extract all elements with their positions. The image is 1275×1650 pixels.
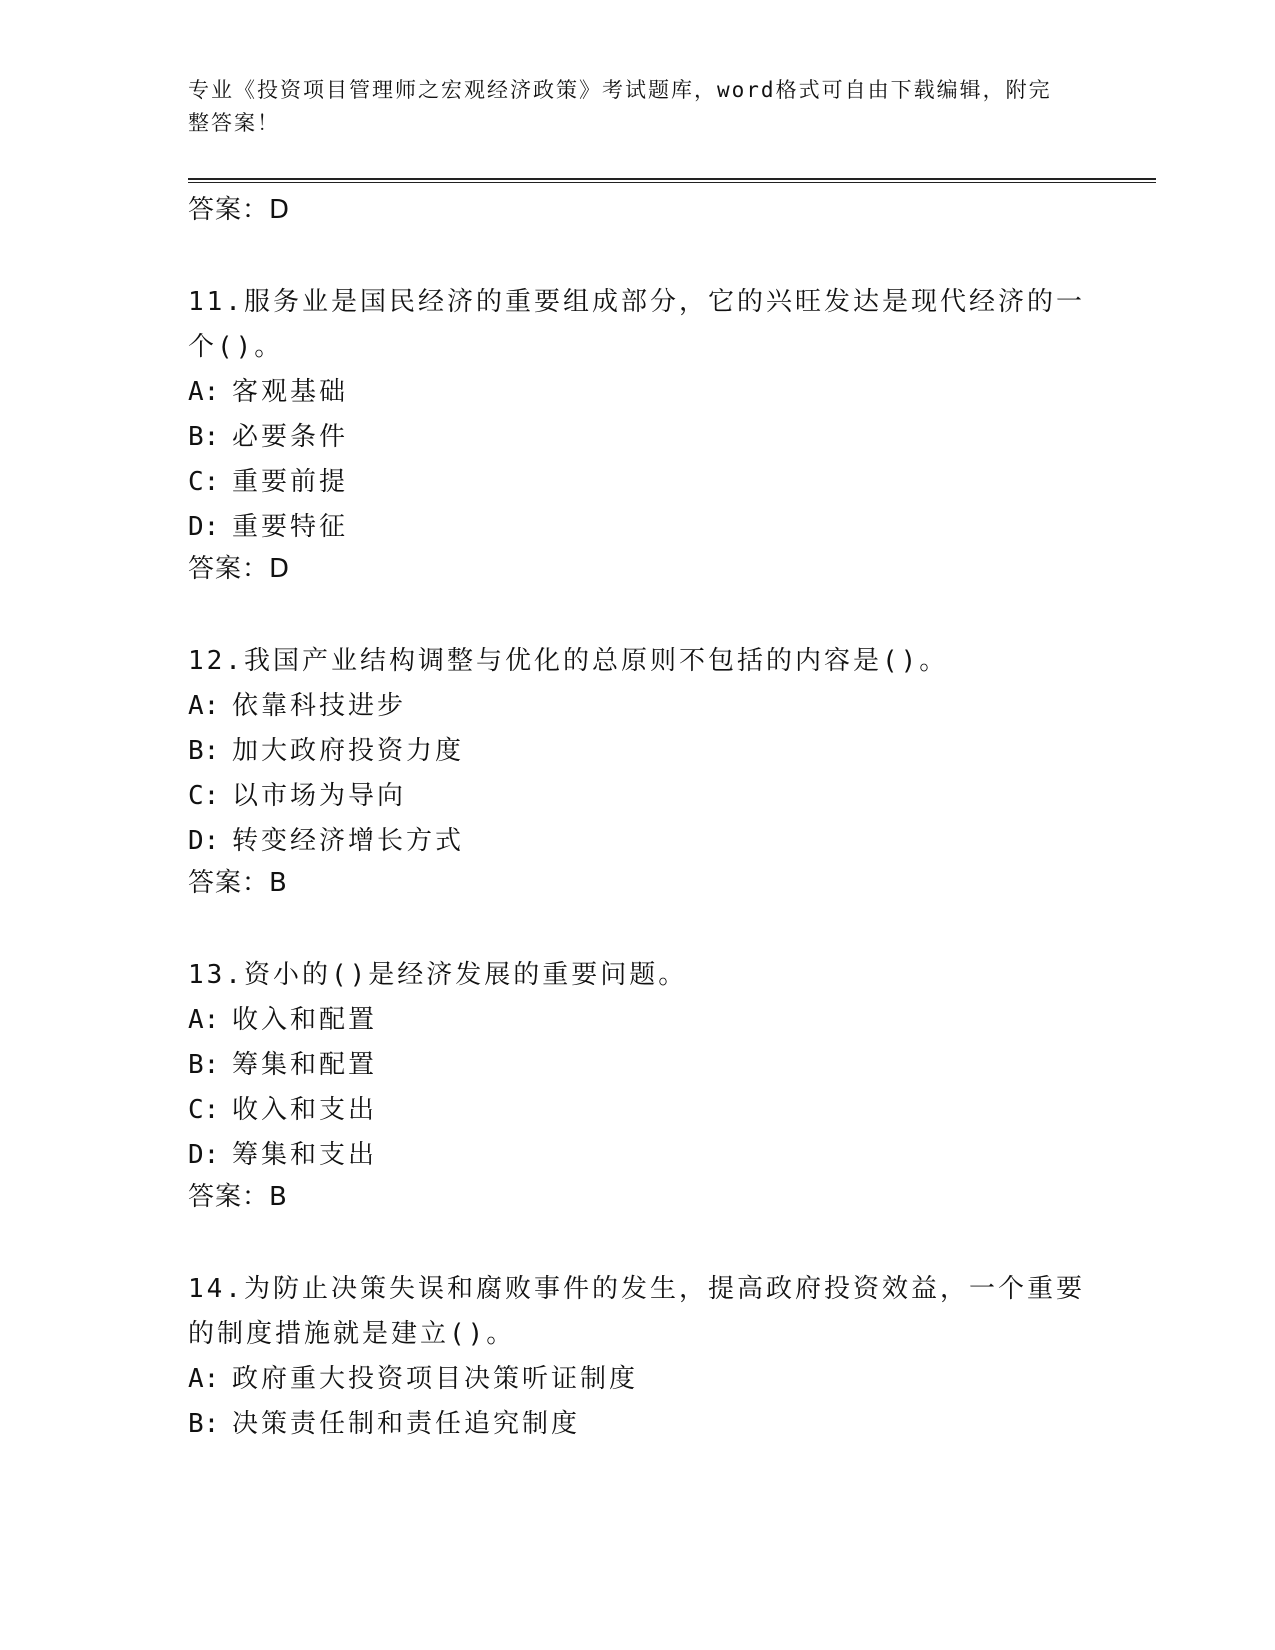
question-14 xyxy=(188,1267,1088,1447)
option-key: C: xyxy=(188,781,220,811)
question-stem: 12.我国产业结构调整与优化的总原则不包括的内容是()。 xyxy=(188,646,949,676)
answer-line: 答案：D xyxy=(188,195,291,225)
option-key: A: xyxy=(188,1364,220,1394)
answer-line: 答案：D xyxy=(188,554,291,584)
option-key: A: xyxy=(188,1005,220,1035)
option-text: 转变经济增长方式 xyxy=(232,826,465,856)
question-12 xyxy=(188,639,1088,901)
question-stem: 14.为防止决策失误和腐败事件的发生，提高政府投资效益，一个重要的制度措施就是建立()。 xyxy=(188,1274,1085,1349)
option-key: D: xyxy=(188,826,220,856)
option-text: 依靠科技进步 xyxy=(232,691,407,721)
option-text: 筹集和配置 xyxy=(232,1050,378,1080)
question-13 xyxy=(188,953,1088,1215)
option-a xyxy=(188,998,1088,1043)
option-text: 收入和配置 xyxy=(232,1005,378,1035)
option-b xyxy=(188,1402,1088,1447)
option-a xyxy=(188,370,1088,415)
option-key: D: xyxy=(188,1140,220,1170)
question-11 xyxy=(188,280,1088,587)
option-d xyxy=(188,819,1088,864)
option-b xyxy=(188,729,1088,774)
option-key: B: xyxy=(188,422,220,452)
option-text: 筹集和支出 xyxy=(232,1140,378,1170)
answer-line: 答案：B xyxy=(188,1182,288,1212)
question-stem: 13.资小的()是经济发展的重要问题。 xyxy=(188,960,688,990)
option-d xyxy=(188,505,1088,550)
document-body xyxy=(188,192,1088,1447)
answer-line: 答案：B xyxy=(188,868,288,898)
option-text: 重要前提 xyxy=(232,467,349,497)
option-text: 收入和支出 xyxy=(232,1095,378,1125)
option-c xyxy=(188,460,1088,505)
option-b xyxy=(188,415,1088,460)
option-a xyxy=(188,684,1088,729)
option-text: 客观基础 xyxy=(232,377,349,407)
option-key: A: xyxy=(188,691,220,721)
question-stem: 11.服务业是国民经济的重要组成部分，它的兴旺发达是现代经济的一个()。 xyxy=(188,287,1085,362)
option-key: B: xyxy=(188,1050,220,1080)
option-text: 政府重大投资项目决策听证制度 xyxy=(232,1364,639,1394)
option-key: D: xyxy=(188,512,220,542)
option-c xyxy=(188,1088,1088,1133)
page-header: 专业《投资项目管理师之宏观经济政策》考试题库，word格式可自由下载编辑，附完整答案！ xyxy=(188,78,1052,135)
option-key: B: xyxy=(188,736,220,766)
option-text: 重要特征 xyxy=(232,512,349,542)
option-key: A: xyxy=(188,377,220,407)
option-key: C: xyxy=(188,467,220,497)
option-key: B: xyxy=(188,1409,220,1439)
option-text: 以市场为导向 xyxy=(232,781,407,811)
option-text: 必要条件 xyxy=(232,422,349,452)
option-b xyxy=(188,1043,1088,1088)
option-c xyxy=(188,774,1088,819)
header-divider xyxy=(188,178,1156,183)
option-key: C: xyxy=(188,1095,220,1125)
option-text: 决策责任制和责任追究制度 xyxy=(232,1409,581,1439)
option-text: 加大政府投资力度 xyxy=(232,736,465,766)
option-a xyxy=(188,1357,1088,1402)
option-d xyxy=(188,1133,1088,1178)
